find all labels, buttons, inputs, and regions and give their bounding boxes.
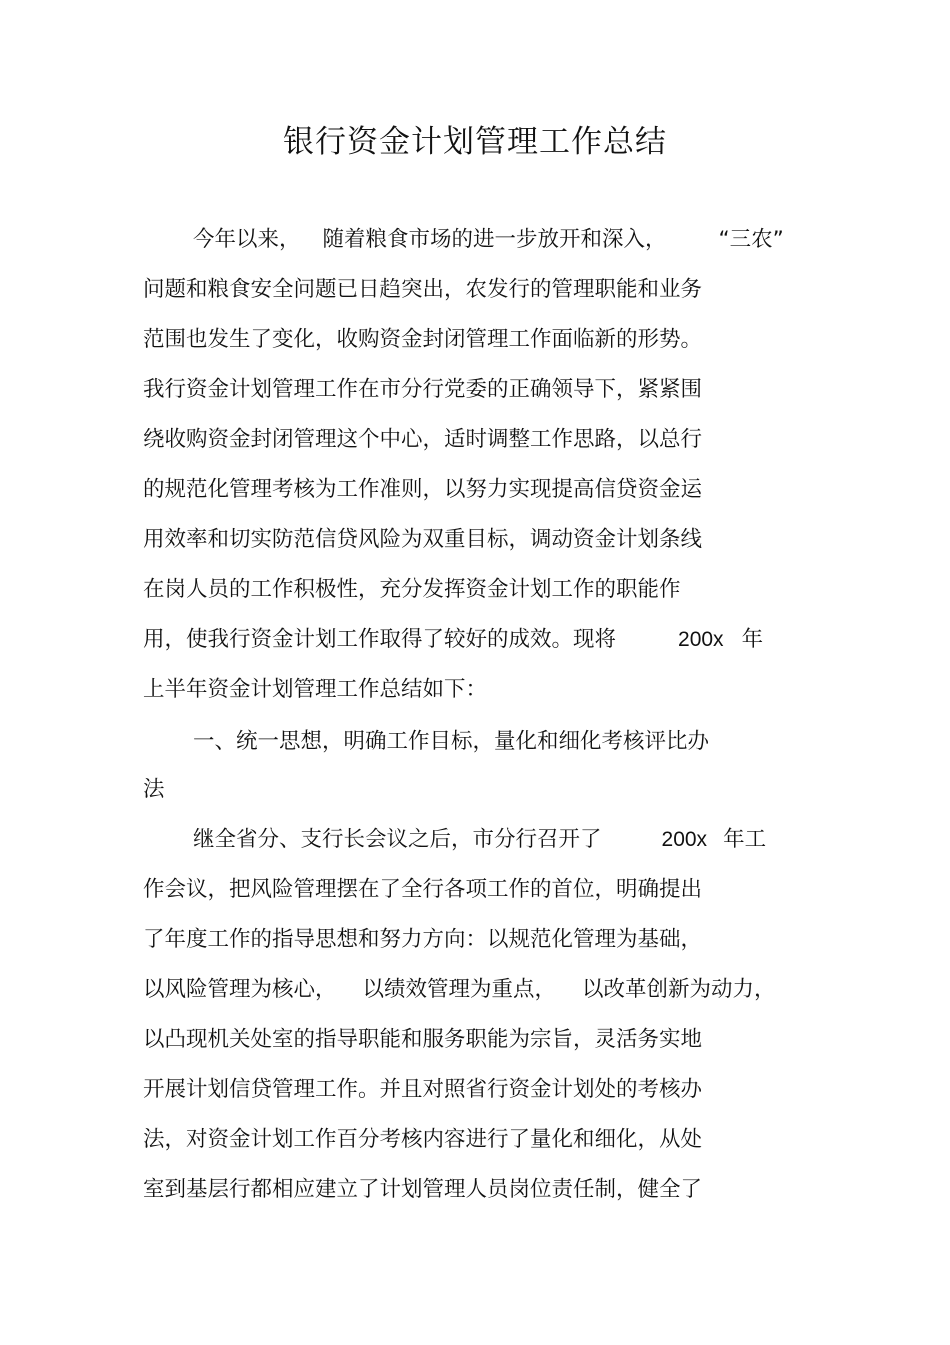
text-segment: 以绩效管理为重点，	[362, 977, 557, 1002]
text-line: 问题和粮食安全问题已日趋突出，农发行的管理职能和业务	[143, 277, 703, 302]
text-segment: 以改革创新为动力，	[582, 977, 776, 1002]
text-line: 上半年资金计划管理工作总结如下：	[143, 677, 488, 702]
text-line	[143, 622, 763, 658]
text-segment: 年	[741, 627, 764, 652]
year-text: 200x	[661, 828, 708, 851]
text-line: 在岗人员的工作积极性，充分发挥资金计划工作的职能作	[143, 577, 681, 602]
section-heading: 一、统一思想，明确工作目标，量化和细化考核评比办	[193, 729, 710, 754]
text-line: 开展计划信贷管理工作。并且对照省行资金计划处的考核办	[143, 1077, 703, 1102]
text-line	[143, 972, 776, 1008]
year-text: 200x	[678, 628, 724, 651]
text-line: 我行资金计划管理工作在市分行党委的正确领导下，紧紧围	[143, 377, 703, 402]
text-line: 的规范化管理考核为工作准则，以努力实现提高信贷资金运	[143, 477, 703, 502]
text-segment: 继全省分、支行长会议之后，市分行召开了	[193, 827, 602, 852]
text-segment: 年工	[723, 827, 767, 852]
text-line: 法，对资金计划工作百分考核内容进行了量化和细化，从处	[143, 1127, 703, 1152]
text-line: 了年度工作的指导思想和努力方向：以规范化管理为基础，	[143, 927, 703, 952]
text-segment: 用，使我行资金计划工作取得了较好的成效。现将	[143, 627, 617, 652]
text-segment: “三农”	[718, 227, 784, 252]
text-segment: 今年以来，	[193, 227, 301, 252]
text-line	[193, 822, 766, 858]
section-heading: 法	[143, 777, 165, 802]
text-line: 室到基层行都相应建立了计划管理人员岗位责任制，健全了	[143, 1177, 703, 1202]
text-line: 用效率和切实防范信贷风险为双重目标，调动资金计划条线	[143, 527, 703, 552]
text-line: 作会议，把风险管理摆在了全行各项工作的首位，明确提出	[143, 877, 703, 902]
text-segment: 以风险管理为核心，	[143, 977, 337, 1002]
text-line: 以凸现机关处室的指导职能和服务职能为宗旨，灵活务实地	[143, 1027, 703, 1052]
text-line: 范围也发生了变化，收购资金封闭管理工作面临新的形势。	[143, 327, 703, 352]
document-title: 银行资金计划管理工作总结	[283, 124, 667, 160]
text-line: 绕收购资金封闭管理这个中心，适时调整工作思路，以总行	[143, 427, 703, 452]
text-line	[193, 222, 784, 258]
text-segment: 随着粮食市场的进一步放开和深入，	[322, 227, 667, 252]
